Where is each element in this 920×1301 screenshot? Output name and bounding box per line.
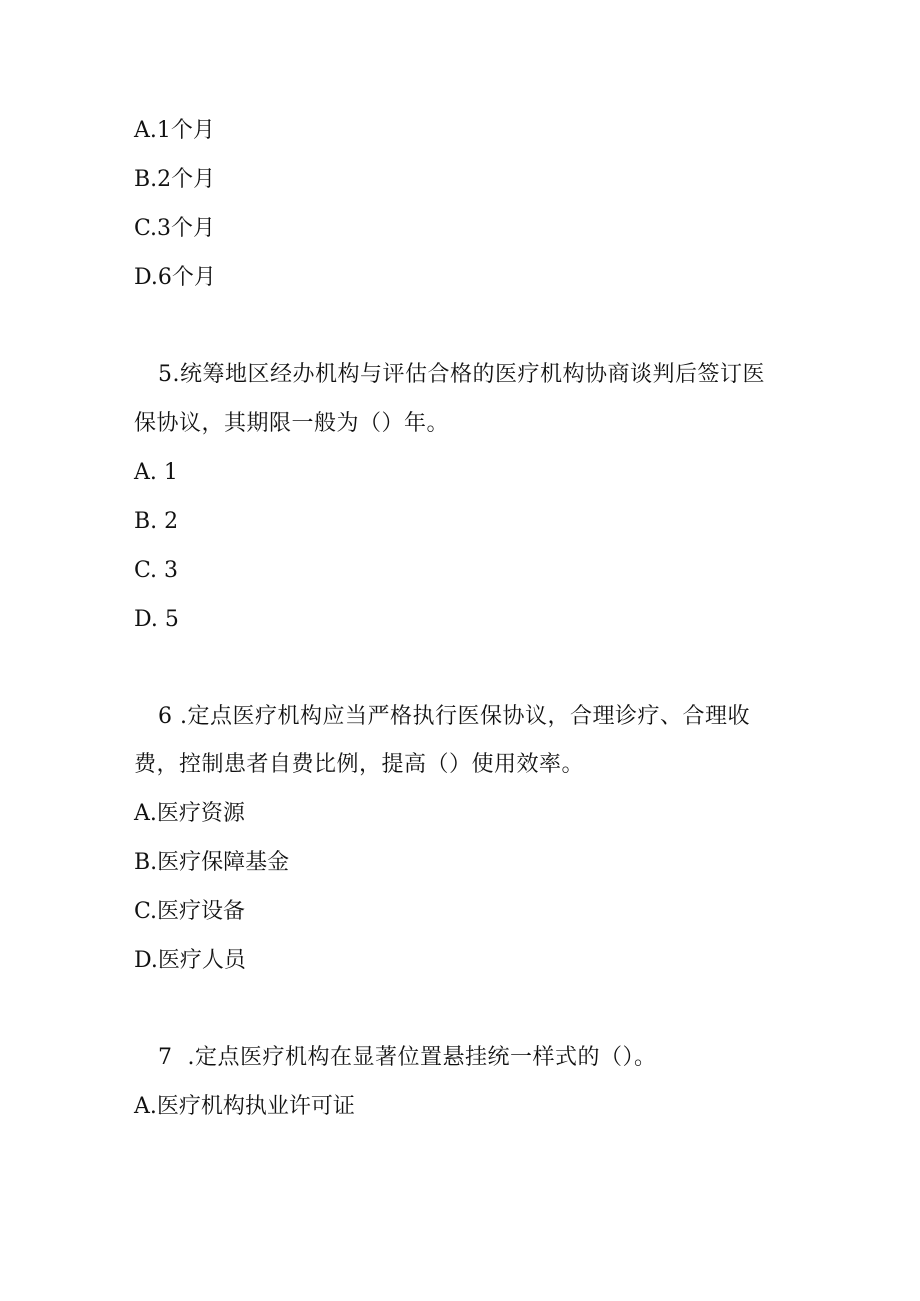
question-7-text: 7 .定点医疗机构在显著位置悬挂统一样式的（）。 <box>158 1045 657 1070</box>
option-c: C.3个月 <box>134 216 216 241</box>
option-a: A.1个月 <box>134 118 215 143</box>
question-6-text-cont: 费，控制患者自费比例，提高（）使用效率。 <box>134 752 585 777</box>
question-5-text-cont: 保协议，其期限一般为（）年。 <box>134 411 450 436</box>
option-d: D.6个月 <box>134 265 216 290</box>
option-b: B.医疗保障基金 <box>134 850 290 875</box>
question-5-text: 5.统筹地区经办机构与评估合格的医疗机构协商谈判后签订医 <box>158 362 765 387</box>
option-d: D.医疗人员 <box>134 948 246 973</box>
question-6-text: 6 .定点医疗机构应当严格执行医保协议，合理诊疗、合理收 <box>158 704 750 729</box>
option-b: B. 2 <box>134 509 179 534</box>
option-a: A. 1 <box>134 460 178 485</box>
option-d: D. 5 <box>134 607 179 632</box>
option-c: C.医疗设备 <box>134 899 246 924</box>
option-a: A.医疗机构执业许可证 <box>134 1094 355 1119</box>
option-b: B.2个月 <box>134 167 216 192</box>
option-a: A.医疗资源 <box>134 801 245 826</box>
option-c: C. 3 <box>134 558 179 583</box>
